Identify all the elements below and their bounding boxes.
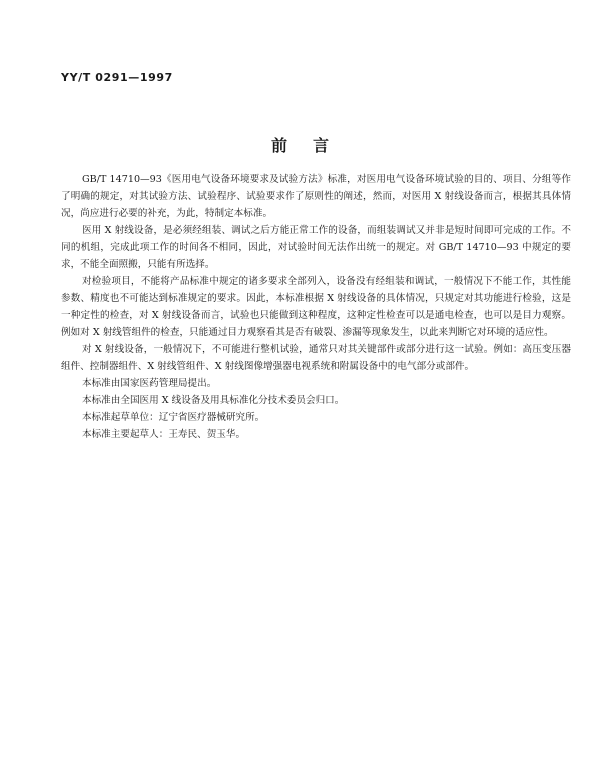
paragraph-intro: GB/T 14710—93《医用电气设备环境要求及试验方法》标准，对医用电气设备环境试验的目的、项目、分组等作了明确的规定，对其试验方法、试验程序、试验要求作了原则性的阐述，然而，对医用 X 射线设备而言，根据其具体情况，尚应进行必要的补充，为此，特制定本标准。 [61,174,571,219]
document-code: YY/T 0291—1997 [61,71,173,84]
paragraph-equipment: 医用 X 射线设备，是必须经组装、调试之后方能正常工作的设备，而组装调试又并非是短时间即可完成的工作。不同的机组，完成此项工作的时间各不相同，因此，对试验时间无法作出统一的规定。对 GB/T 14710—93 中规定的要求，不能全面照搬，只能有所选择。 [61,225,571,270]
page-title: 前言 [270,136,355,155]
paragraph-drafters: 本标准主要起草人：王寿民、贺玉华。 [82,429,246,440]
paragraph-components: 对 X 射线设备，一般情况下，不可能进行整机试验，通常只对其关键部件或部分进行这一试验。例如：高压变压器组件、控制器组件、X 射线管组件、X 射线图像增强器电视系统和附属设备中的电气部分或部件。 [61,344,571,372]
paragraph-drafting-unit: 本标准起草单位：辽宁省医疗器械研究所。 [82,412,265,423]
paragraph-administration: 本标准由全国医用 X 线设备及用具标准化分技术委员会归口。 [82,395,345,406]
paragraph-proposer: 本标准由国家医药管理局提出。 [82,378,217,389]
document-body [61,171,571,443]
paragraph-inspection: 对检验项目，不能将产品标准中规定的诸多要求全部列入，设备没有经组装和调试，一般情况下不能工作，其性能参数、精度也不可能达到标准规定的要求。因此，本标准根据 X 射线设备的具体情况，只规定对其功能进行检验，这是一种定性的检查，对 X 射线设备而言，试验也只能做到这种程度，这种定性检查可以是通电检查，也可以是目力观察。例如对 X 射线管组件的检查，只能通过目力观察看其是否有破裂、渗漏等现象发生，以此来判断它对环境的适应性。 [61,276,571,338]
